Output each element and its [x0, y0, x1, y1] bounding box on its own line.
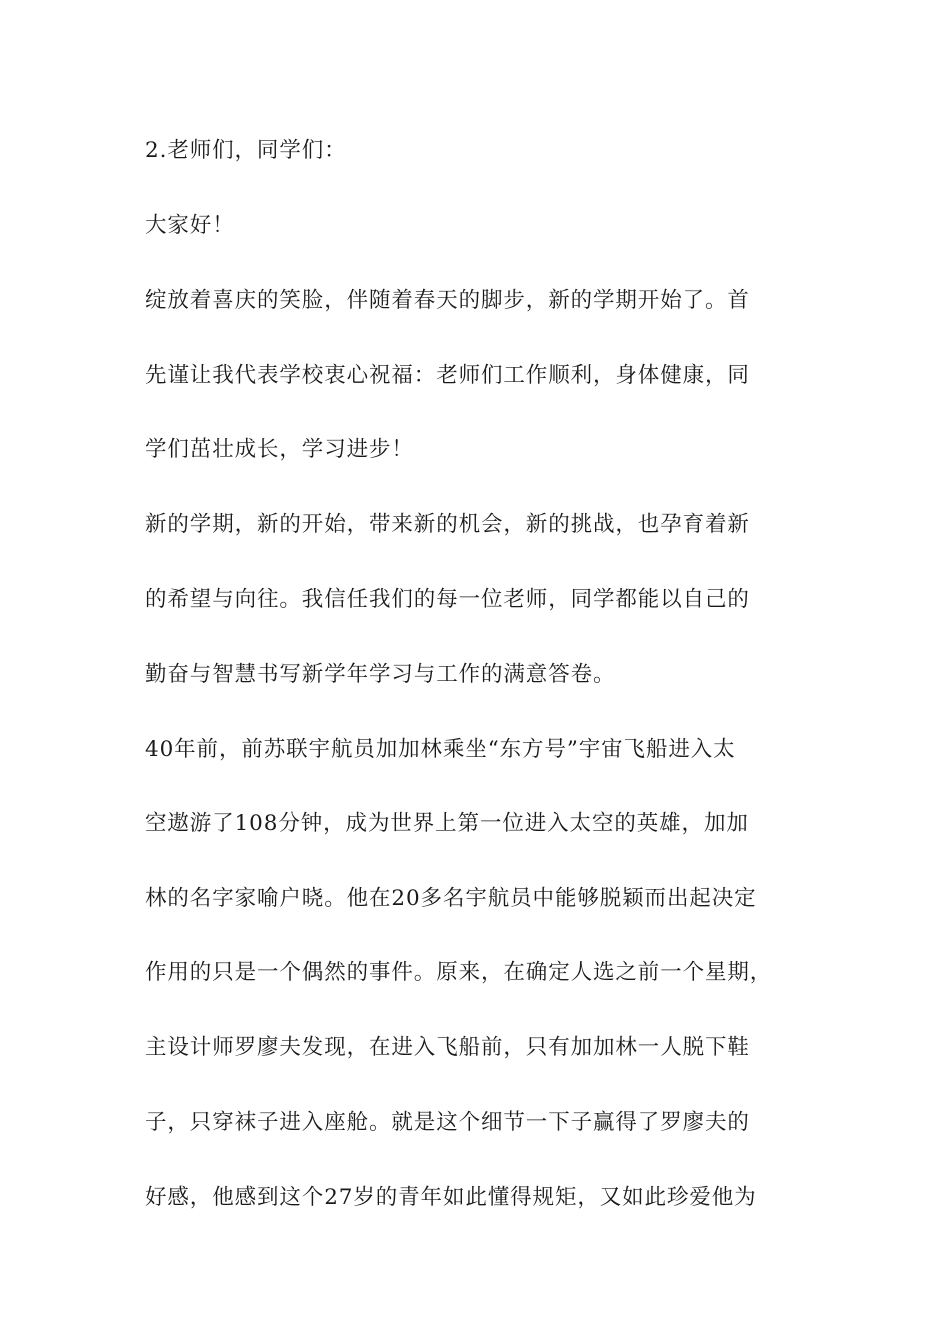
text-line: 主设计师罗廖夫发现，在进入飞船前，只有加加林一人脱下鞋 [145, 1035, 750, 1060]
text-line: 的希望与向往。我信任我们的每一位老师，同学都能以自己的 [145, 587, 750, 612]
text-line: 林的名字家喻户晓。他在20多名宇航员中能够脱颖而出起决定 [145, 886, 757, 911]
text-line: 好感，他感到这个27岁的青年如此懂得规矩，又如此珍爱他为 [145, 1185, 757, 1210]
text-line: 先谨让我代表学校衷心祝福：老师们工作顺利，身体健康，同 [145, 363, 750, 388]
text-line: 子，只穿袜子进入座舱。就是这个细节一下子赢得了罗廖夫的 [145, 1110, 750, 1135]
text-line: 绽放着喜庆的笑脸，伴随着春天的脚步，新的学期开始了。首 [145, 288, 750, 313]
text-line: 大家好！ [145, 213, 235, 238]
text-line: 2.老师们，同学们： [145, 138, 347, 163]
text-line: 学们茁壮成长，学习进步！ [145, 437, 414, 462]
text-line: 勤奋与智慧书写新学年学习与工作的满意答卷。 [145, 662, 616, 687]
text-line: 40年前，前苏联宇航员加加林乘坐“东方号”宇宙飞船进入太 [145, 737, 736, 762]
text-line: 空遨游了108分钟，成为世界上第一位进入太空的英雄，加加 [145, 811, 749, 836]
text-line: 新的学期，新的开始，带来新的机会，新的挑战，也孕育着新 [145, 512, 750, 537]
text-line: 作用的只是一个偶然的事件。原来，在确定人选之前一个星期， [145, 960, 773, 985]
